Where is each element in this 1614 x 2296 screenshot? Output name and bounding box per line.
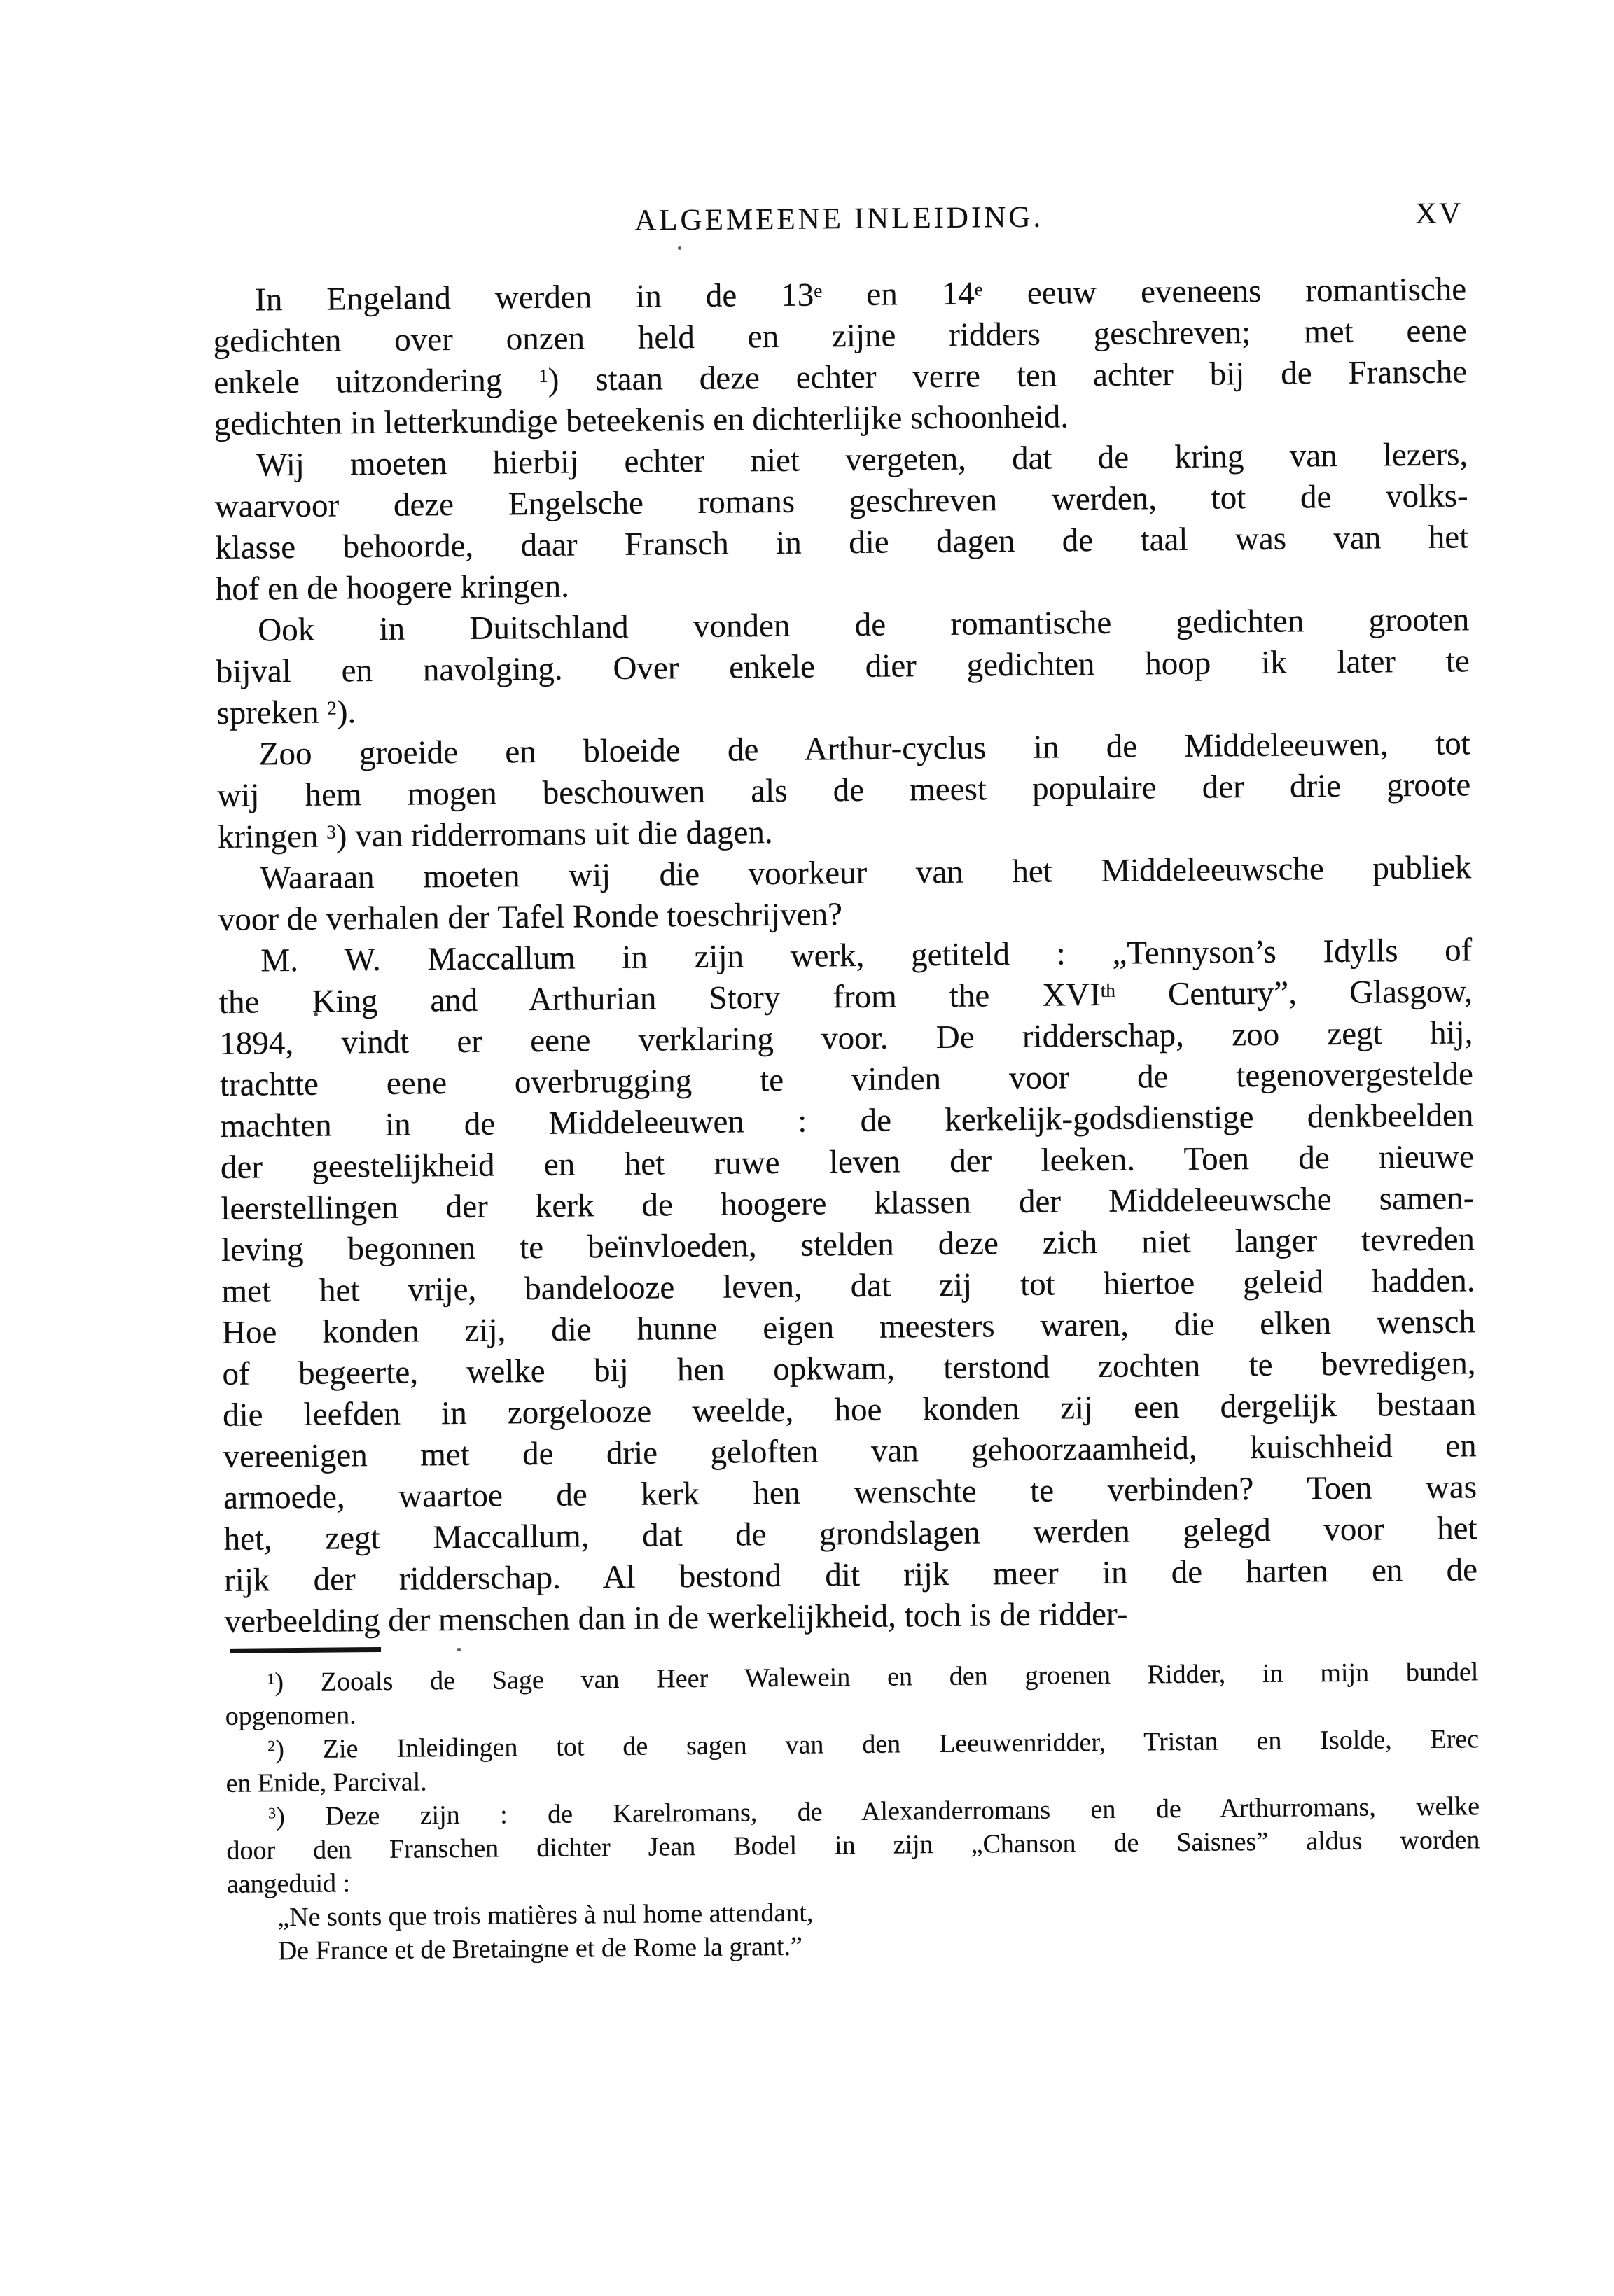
body-text: [213, 269, 1478, 1643]
text-segment: spreken: [216, 694, 328, 732]
text-segment: gedichten in letterkundige beteekenis en dichterlijke schoonheid.: [214, 398, 1069, 442]
text-segment: armoede, waartoe de kerk hen wenschte te verbinden? Toen was: [223, 1469, 1477, 1516]
superscript-marker: 1: [538, 365, 548, 386]
text-segment: der geestelijkheid en het ruwe leven der leeken. Toen de nieuwe: [220, 1138, 1475, 1186]
superscript-marker: 2: [327, 697, 337, 719]
text-segment: wij hem mogen beschouwen als de meest populaire der drie groote: [217, 766, 1471, 814]
text-segment: Century”, Glasgow,: [1115, 973, 1473, 1013]
text-segment: vereenigen met de drie geloften van gehoorzaamheid, kuischheid en: [223, 1427, 1477, 1475]
text-segment: ) Deze zijn : de Karelromans, de Alexanderromans en de Arthurromans, welke: [275, 1791, 1480, 1832]
footnote-separator: [230, 1647, 381, 1653]
paragraph: [216, 599, 1470, 734]
superscript-marker: 2: [267, 1737, 276, 1755]
text-segment: gedichten over onzen held en zijne ridders geschreven; met eene: [213, 312, 1467, 360]
text-segment: eeuw eveneens romantische: [982, 271, 1467, 312]
superscript-marker: th: [1100, 979, 1116, 1001]
superscript-marker: 3: [326, 821, 336, 843]
text-segment: klasse behoorde, daar Fransch in die dagen de taal was van het: [215, 519, 1469, 566]
superscript-marker: e: [974, 279, 983, 300]
paragraph: [213, 269, 1468, 445]
footnote: [225, 1722, 1480, 1800]
text-segment: ) van ridderromans uit die dagen.: [335, 814, 773, 855]
text-segment: machten in de Middeleeuwen : de kerkelijk-godsdienstige denkbeelden: [220, 1097, 1474, 1144]
text-segment: ).: [336, 694, 356, 731]
text-segment: the King and Arthurian Story from the XVI: [218, 976, 1101, 1021]
text-segment: met het vrije, bandelooze leven, dat zij tot hiertoe geleid hadden.: [221, 1262, 1475, 1310]
text-segment: waarvoor deze Engelsche romans geschreven werden, tot de volks-: [214, 477, 1468, 525]
text-segment: Ook in Duitschland vonden de romantische gedichten grooten: [258, 601, 1470, 649]
text-segment: of begeerte, welke bij hen opkwam, terstond zochten te bevredigen,: [222, 1345, 1476, 1392]
paragraph: [214, 434, 1469, 610]
text-segment: rijk der ridderschap. Al bestond dit rijk meer in de harten en de: [223, 1551, 1478, 1599]
text-segment: In Engeland werden in de 13: [254, 276, 814, 318]
text-segment: De France et de Bretaingne et de Rome la grant.”: [277, 1931, 803, 1966]
text-segment: ) Zooals de Sage van Heer Walewein en den groenen Ridder, in mijn bundel: [274, 1657, 1479, 1698]
text-segment: ) staan deze echter verre ten achter bij de Fransche: [548, 354, 1468, 398]
footnote: [226, 1789, 1481, 1968]
text-segment: M. W. Maccallum in zijn werk, getiteld : „Tennyson’s Idylls of: [260, 932, 1473, 979]
text-segment: verbeelding der menschen dan in de werkelijkheid, toch is de ridder-: [224, 1595, 1128, 1640]
superscript-marker: 1: [267, 1670, 275, 1688]
text-segment: Waaraan moeten wij die voorkeur van het Middeleeuwsche publiek: [260, 849, 1472, 897]
text-segment: leving begonnen te beïnvloeden, stelden deze zich niet langer tevreden: [221, 1221, 1475, 1268]
text-segment: hof en de hoogere kringen.: [215, 568, 570, 608]
paragraph: [218, 930, 1478, 1643]
text-segment: het, zegt Maccallum, dat de grondslagen werden gelegd voor het: [223, 1510, 1477, 1558]
footnotes: [225, 1655, 1481, 1968]
text-segment: en 14: [822, 275, 975, 314]
text-segment: Zoo groeide en bloeide de Arthur-cyclus in de Middeleeuwen, tot: [258, 725, 1470, 773]
superscript-marker: e: [814, 280, 823, 302]
text-segment: die leefden in zorgelooze weelde, hoe konden zij een dergelijk bestaan: [222, 1386, 1477, 1434]
text-segment: trachtte eene overbrugging te vinden voor de tegenovergestelde: [219, 1056, 1474, 1103]
text-segment: en Enide, Parcival.: [225, 1767, 427, 1798]
paragraph: [218, 847, 1472, 941]
text-segment: kringen: [217, 818, 327, 855]
page-header: [212, 196, 1466, 242]
superscript-marker: 3: [267, 1804, 277, 1822]
text-segment: opgenomen.: [225, 1700, 356, 1731]
text-segment: bijval en navolging. Over enkele dier gedichten hoop ik later te: [216, 643, 1470, 690]
page-content: [212, 196, 1481, 1968]
text-segment: aangeduid :: [226, 1868, 351, 1899]
text-segment: „Ne sonts que trois matières à nul home attendant,: [277, 1898, 814, 1933]
paragraph: [217, 723, 1471, 858]
text-segment: door den Franschen dichter Jean Bodel in zijn „Chanson de Saisnes” aldus worden: [226, 1825, 1480, 1865]
page-number: XV: [1414, 197, 1463, 231]
text-segment: enkele uitzondering: [213, 361, 539, 401]
footnote: [225, 1655, 1479, 1733]
text-segment: voor de verhalen der Tafel Ronde toeschrijven?: [218, 896, 843, 938]
text-segment: Wij moeten hierbij echter niet vergeten, dat de kring van lezers,: [256, 436, 1468, 484]
text-segment: Hoe konden zij, die hunne eigen meesters waren, die elken wensch: [221, 1303, 1476, 1351]
text-segment: ) Zie Inleidingen tot de sagen van den Leeuwenridder, Tristan en Isolde, Erec: [275, 1724, 1480, 1765]
text-segment: leerstellingen der kerk de hoogere klassen der Middeleeuwsche samen-: [221, 1180, 1475, 1227]
text-segment: 1894, vindt er eene verklaring voor. De ridderschap, zoo zegt hij,: [219, 1014, 1473, 1062]
running-title: ALGEMEENE INLEIDING.: [634, 200, 1044, 237]
